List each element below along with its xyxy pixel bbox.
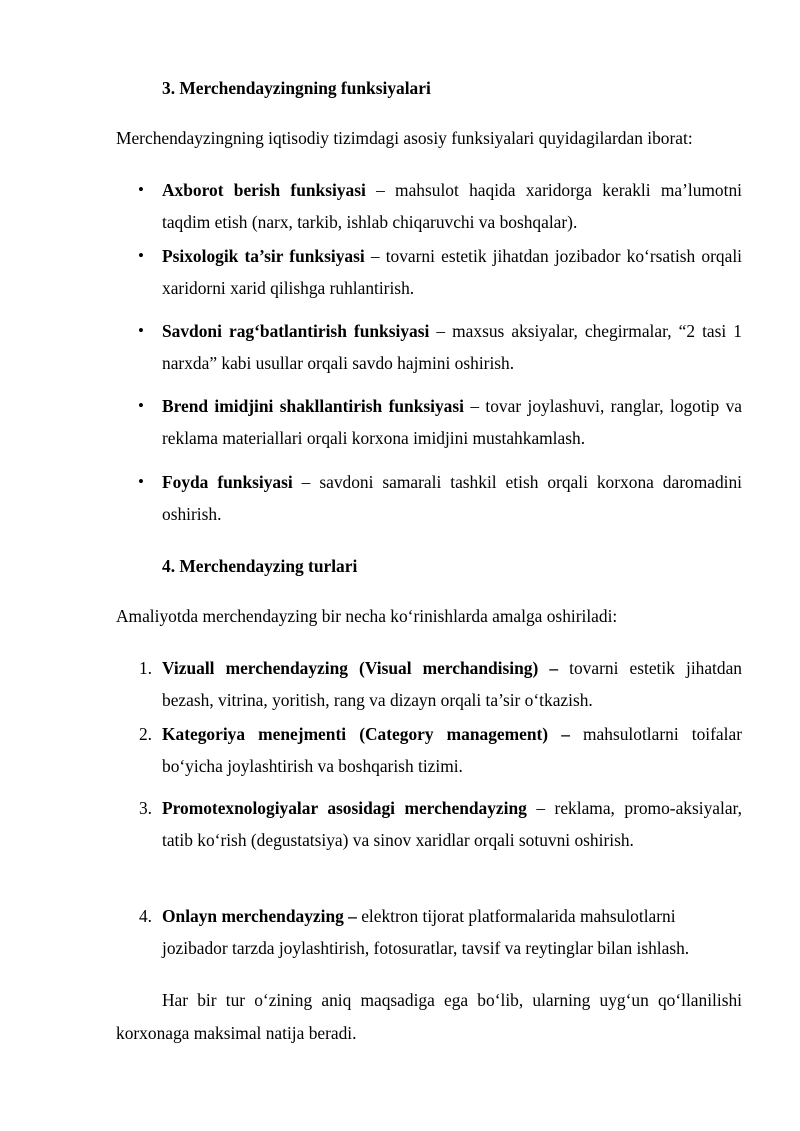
- function-item: [162, 315, 742, 379]
- type-item: [162, 652, 742, 716]
- function-title: Foyda funksiyasi: [162, 472, 293, 492]
- section-4-heading: 4. Merchendayzing turlari: [162, 556, 358, 576]
- list-number: 4.: [138, 906, 152, 926]
- list-number: 2.: [138, 724, 152, 744]
- closing-paragraph: Har bir tur o‘zining aniq maqsadiga ega bo‘lib, ularning uyg‘un qo‘llanilishi korxonaga maksimal natija beradi.: [116, 990, 742, 1043]
- bullet-marker: •: [138, 472, 144, 491]
- type-title: Kategoriya menejmenti (Category management) –: [162, 724, 570, 744]
- function-item: [162, 174, 742, 238]
- function-text: – mahsulot haqida xaridorga kerakli ma’lumotni taqdim etish (narx, tarkib, ishlab chiqaruvchi va boshqalar).: [162, 180, 742, 232]
- type-item: [162, 900, 732, 964]
- function-item: [162, 240, 742, 304]
- bullet-marker: •: [138, 246, 144, 265]
- section-4-intro: Amaliyotda merchendayzing bir necha ko‘rinishlarda amalga oshiriladi:: [116, 606, 618, 626]
- function-item: [162, 466, 742, 530]
- type-title: Onlayn merchendayzing –: [162, 906, 357, 926]
- type-text: elektron tijorat platformalarida mahsulotlarni jozibador tarzda joylashtirish, fotosuratlar, tavsif va reytinglar bilan ishlash.: [162, 906, 690, 958]
- type-title: Vizuall merchendayzing (Visual merchandising) –: [162, 658, 559, 678]
- function-text: – maxsus aksiyalar, chegirmalar, “2 tasi 1 narxda” kabi usullar orqali savdo hajmini oshirish.: [162, 321, 742, 373]
- list-number: 1.: [138, 658, 152, 678]
- bullet-marker: •: [138, 321, 144, 340]
- section-3-intro: Merchendayzingning iqtisodiy tizimdagi asosiy funksiyalari quyidagilardan iborat:: [116, 128, 693, 148]
- function-title: Brend imidjini shakllantirish funksiyasi: [162, 396, 464, 416]
- function-text: – tovar joylashuvi, ranglar, logotip va reklama materiallari orqali korxona imidjini mustahkamlash.: [162, 396, 742, 448]
- list-number: 3.: [138, 798, 152, 818]
- type-text: – reklama, promo-aksiyalar, tatib ko‘rish (degustatsiya) va sinov xaridlar orqali sotuvni oshirish.: [162, 798, 742, 850]
- function-title: Psixologik ta’sir funksiyasi: [162, 246, 365, 266]
- function-title: Axborot berish funksiyasi: [162, 180, 366, 200]
- bullet-marker: •: [138, 396, 144, 415]
- type-item: [162, 718, 742, 782]
- type-title: Promotexnologiyalar asosidagi merchendayzing: [162, 798, 527, 818]
- function-title: Savdoni rag‘batlantirish funksiyasi: [162, 321, 430, 341]
- function-text: – tovarni estetik jihatdan jozibador ko‘rsatish orqali xaridorni xarid qilishga ruhlantirish.: [162, 246, 742, 298]
- type-text: mahsulotlarni toifalar bo‘yicha joylashtirish va boshqarish tizimi.: [162, 724, 742, 776]
- type-text: tovarni estetik jihatdan bezash, vitrina, yoritish, rang va dizayn orqali ta’sir o‘tkazish.: [162, 658, 743, 710]
- type-item: [162, 792, 742, 856]
- function-text: – savdoni samarali tashkil etish orqali korxona daromadini oshirish.: [162, 472, 743, 524]
- section-3-heading: 3. Merchendayzingning funksiyalari: [162, 78, 431, 98]
- bullet-marker: •: [138, 180, 144, 199]
- function-item: [162, 390, 742, 454]
